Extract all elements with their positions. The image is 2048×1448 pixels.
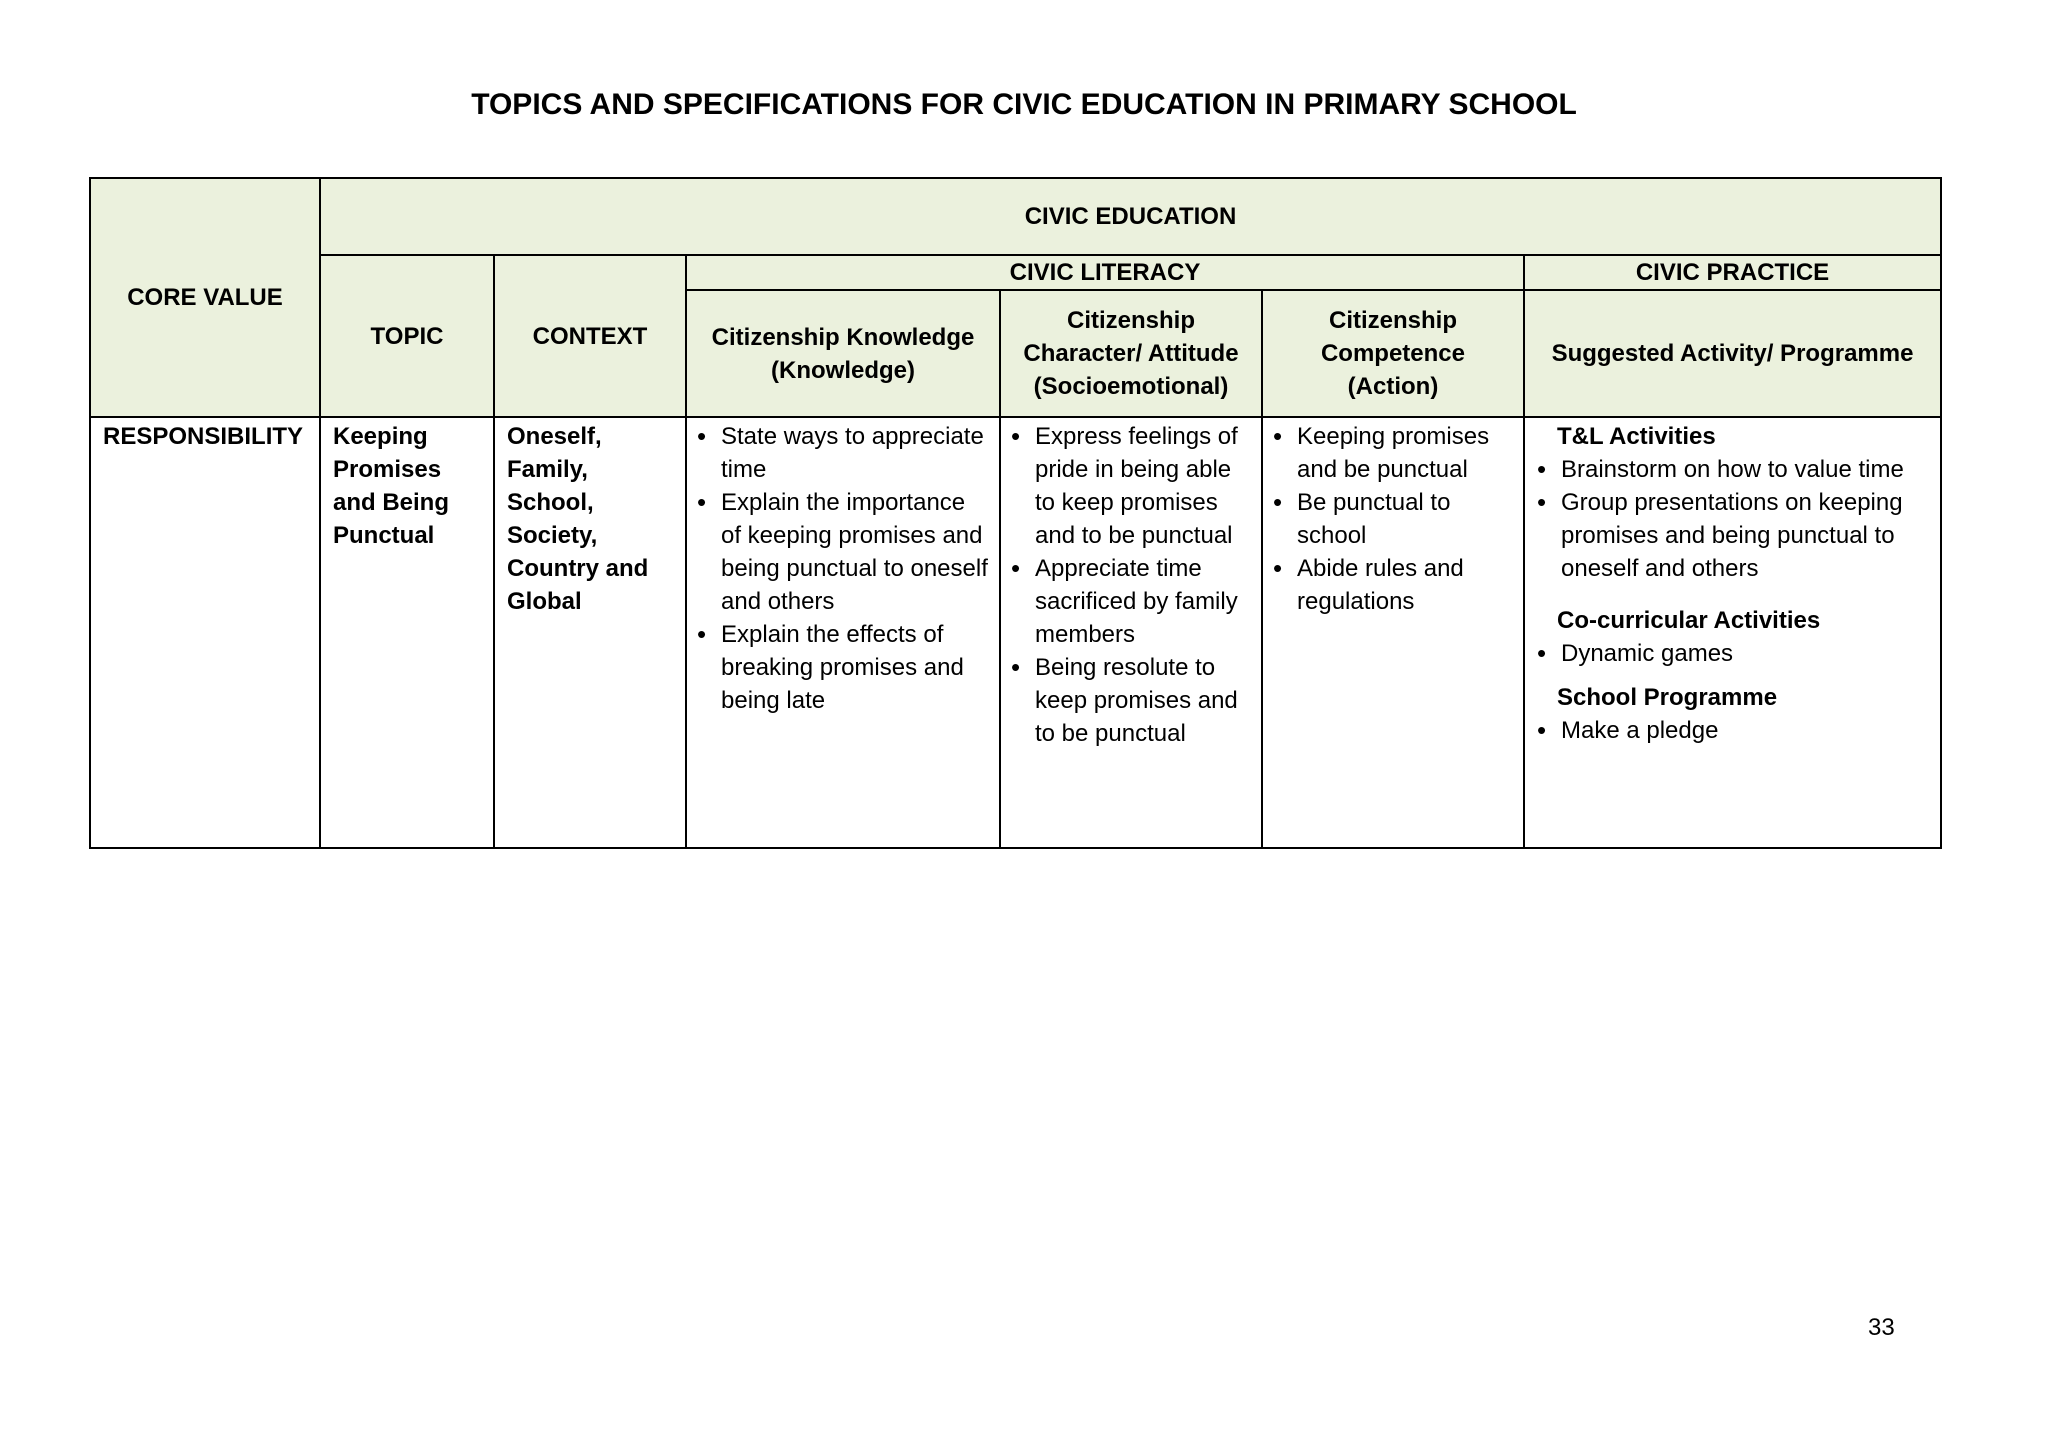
list-item: • Be punctual to school	[1273, 486, 1515, 552]
list-item: • Explain the effects of breaking promises and being late	[697, 618, 991, 717]
header-topic: TOPIC	[320, 255, 494, 417]
list-item: • Dynamic games	[1537, 637, 1932, 670]
list-item: • Group presentations on keeping promises and being punctual to oneself and others	[1537, 486, 1932, 585]
list-item: • Brainstorm on how to value time	[1537, 453, 1932, 486]
cell-civic-practice	[1524, 417, 1941, 848]
school-programme-heading: School Programme	[1557, 684, 1778, 711]
header-character: Citizenship Character/ Attitude (Socioemotional)	[1000, 290, 1262, 417]
list-item: • Being resolute to keep promises and to be punctual	[1011, 651, 1253, 750]
header-knowledge: Citizenship Knowledge (Knowledge)	[686, 290, 1000, 417]
cell-competence	[1262, 417, 1524, 848]
cocurricular-heading: Co-curricular Activities	[1557, 607, 1821, 634]
header-civic-practice: CIVIC PRACTICE	[1524, 255, 1941, 290]
specification-table	[89, 177, 1942, 849]
cell-core-value: RESPONSIBILITY	[90, 417, 320, 848]
list-item: • Keeping promises and be punctual	[1273, 420, 1515, 486]
list-item: • Explain the importance of keeping promises and being punctual to oneself and others	[697, 486, 991, 618]
cell-knowledge	[686, 417, 1000, 848]
header-civic-education: CIVIC EDUCATION	[320, 178, 1941, 255]
header-core-value: CORE VALUE	[90, 178, 320, 417]
header-activity: Suggested Activity/ Programme	[1524, 290, 1941, 417]
list-item: • State ways to appreciate time	[697, 420, 991, 486]
cell-context: Oneself, Family, School, Society, Country and Global	[494, 417, 686, 848]
tl-activities-heading: T&L Activities	[1557, 423, 1716, 450]
header-civic-literacy: CIVIC LITERACY	[686, 255, 1524, 290]
list-item: • Abide rules and regulations	[1273, 552, 1515, 618]
list-item: • Make a pledge	[1537, 714, 1932, 747]
list-item: • Appreciate time sacrificed by family members	[1011, 552, 1253, 651]
header-competence: Citizenship Competence (Action)	[1262, 290, 1524, 417]
page-title: TOPICS AND SPECIFICATIONS FOR CIVIC EDUCATION IN PRIMARY SCHOOL	[471, 88, 1577, 121]
cell-topic: Keeping Promises and Being Punctual	[320, 417, 494, 848]
list-item: • Express feelings of pride in being able to keep promises and to be punctual	[1011, 420, 1253, 552]
page-number: 33	[1868, 1314, 1895, 1341]
header-context: CONTEXT	[494, 255, 686, 417]
cell-character	[1000, 417, 1262, 848]
